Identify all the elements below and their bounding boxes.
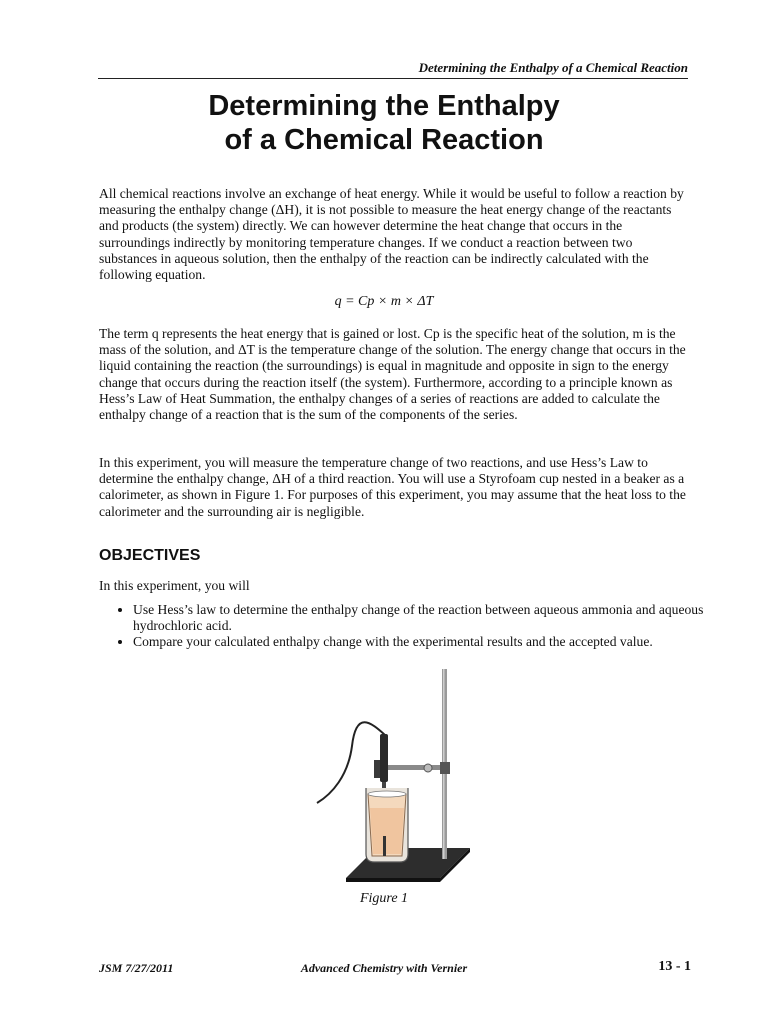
- title-line-2: of a Chemical Reaction: [224, 124, 544, 156]
- footer-book-title: Advanced Chemistry with Vernier: [300, 961, 468, 975]
- experiment-paragraph: In this experiment, you will measure the temperature change of two reactions, and use Hess’s Law to determine the enthalpy change, ΔH of a third reaction. You will use a Styrofoam cup nested in a beaker as a calorimeter, as shown in Figure 1. For purposes of this experiment, you may assume that the heat loss to the calorimeter and the surrounding air is negligible.: [99, 455, 686, 519]
- objective-item: • Use Hess’s law to determine the enthalpy change of the reaction between aqueous ammonia and aqueous hydrochloric acid.: [133, 602, 725, 634]
- clamp-arm: [384, 765, 448, 770]
- intro-paragraph: All chemical reactions involve an exchange of heat energy. While it would be useful to follow a reaction by measuring the enthalpy change (ΔH), it is not possible to measure the heat energy change of the reactants and products (the system) directly. We can however determine the heat change that occurs in the surroundings indirectly by monitoring temperature changes. If we conduct a reaction between two substances in aqueous solution, then the enthalpy of the reaction can be indirectly calculated with the following equation.: [99, 186, 684, 283]
- objectives-lead: In this experiment, you will: [99, 578, 250, 593]
- objectives-heading: OBJECTIVES: [99, 547, 201, 564]
- footer-page-number: 13 - 1: [658, 959, 691, 974]
- objective-item: • Compare your calculated enthalpy change with the experimental results and the accepted value.: [133, 634, 725, 650]
- page-title: [0, 89, 768, 157]
- title-line-1: Determining the Enthalpy: [208, 90, 560, 122]
- objectives-list: [99, 602, 725, 651]
- running-header: Determining the Enthalpy of a Chemical Reaction: [98, 58, 688, 79]
- heat-equation: q = Cp × m × ΔT: [334, 294, 434, 309]
- explanation-paragraph: The term q represents the heat energy that is gained or lost. Cp is the specific heat of the solution, m is the mass of the solution, and ΔT is the temperature change of the solution. The energy change that occurs in the liquid containing the reaction (the surroundings) is equal in magnitude and opposite in sign to the energy change that occurs during the reaction itself (the system). Furthermore, according to a principle known as Hess’s Law of Heat Summation, the enthalpy changes of a series of reactions are added to calculate the enthalpy change of a reaction that is the sum of the components of the series.: [99, 326, 686, 423]
- footer-author-date: JSM 7/27/2011: [99, 961, 174, 975]
- temperature-probe: [380, 734, 388, 782]
- calorimeter-apparatus-figure: [300, 666, 490, 886]
- figure-caption: Figure 1: [359, 891, 409, 906]
